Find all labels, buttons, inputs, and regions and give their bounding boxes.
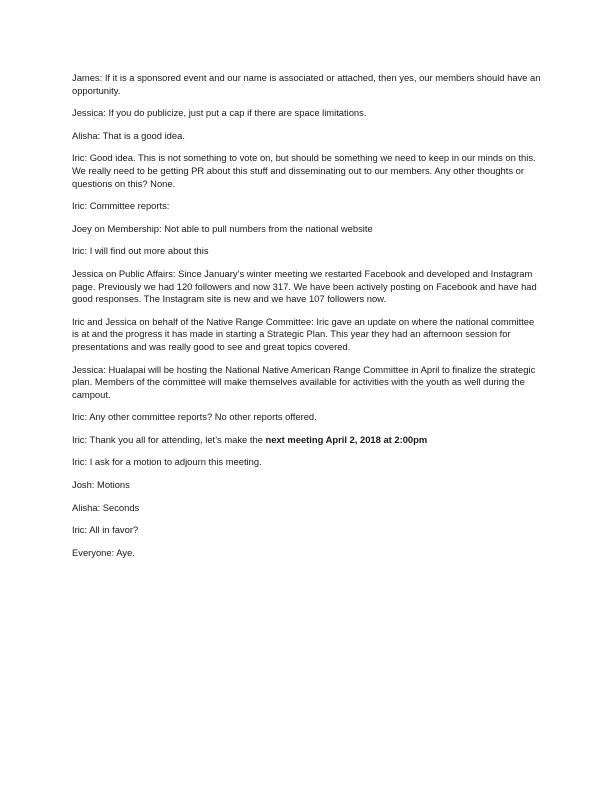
paragraph-jessica-hualapai: Jessica: Hualapai will be hosting the National Native American Range Committee in April to finalize the strategic plan. Members of the committee will make themselves available for activities with the youth as well during the campout. <box>72 363 536 400</box>
paragraph-iric-find-out: Iric: I will find out more about this <box>72 245 209 257</box>
paragraph-jessica-public-affairs: Jessica on Public Affairs: Since January’s winter meeting we restarted Facebook and developed and Instagram page. Previously we had 120 followers and now 317. We have been actively posting on Facebook and have had good responses. The Instagram site is new and we have 107 followers now. <box>72 267 537 305</box>
meeting-minutes-page <box>72 72 542 569</box>
paragraph-all-in-favor: Iric: All in favor? <box>72 524 139 536</box>
paragraph-everyone-aye: Everyone: Aye. <box>72 546 135 558</box>
paragraph-motion-adjourn: Iric: I ask for a motion to adjourn this meeting. <box>72 456 262 468</box>
paragraph-iric-pr: Iric: Good idea. This is not something to vote on, but should be something we need to keep in our minds on this. We really need to be getting PR about this stuff and disseminating out to our members. Any other thoughts or questions on this? None. <box>72 152 536 189</box>
next-meeting-prefix: Iric: Thank you all for attending, let’s make the <box>72 433 266 445</box>
paragraph-josh-motions: Josh: Motions <box>72 479 130 491</box>
paragraph-alisha-seconds: Alisha: Seconds <box>72 501 140 513</box>
paragraph-joey-membership: Joey on Membership: Not able to pull numbers from the national website <box>72 222 373 234</box>
paragraph-jessica-publicize: Jessica: If you do publicize, just put a cap if there are space limitations. <box>72 107 367 119</box>
paragraph-james-sponsored-event: James: If it is a sponsored event and our name is associated or attached, then yes, our members should have an opportunity. <box>72 72 541 96</box>
paragraph-committee-reports: Iric: Committee reports: <box>72 200 170 212</box>
next-meeting-date: next meeting April 2, 2018 at 2:00pm <box>265 433 428 445</box>
paragraph-other-reports: Iric: Any other committee reports? No other reports offered. <box>72 411 317 423</box>
paragraph-native-range-committee: Iric and Jessica on behalf of the Native Range Committee: Iric gave an update on where the national committee is at and the progress it has made in starting a Strategic Plan. This year they had an afternoon session for presentations and was really good to see and great topics covered. <box>72 315 535 352</box>
paragraph-alisha-good-idea: Alisha: That is a good idea. <box>72 129 185 141</box>
paragraph-next-meeting <box>72 434 542 447</box>
